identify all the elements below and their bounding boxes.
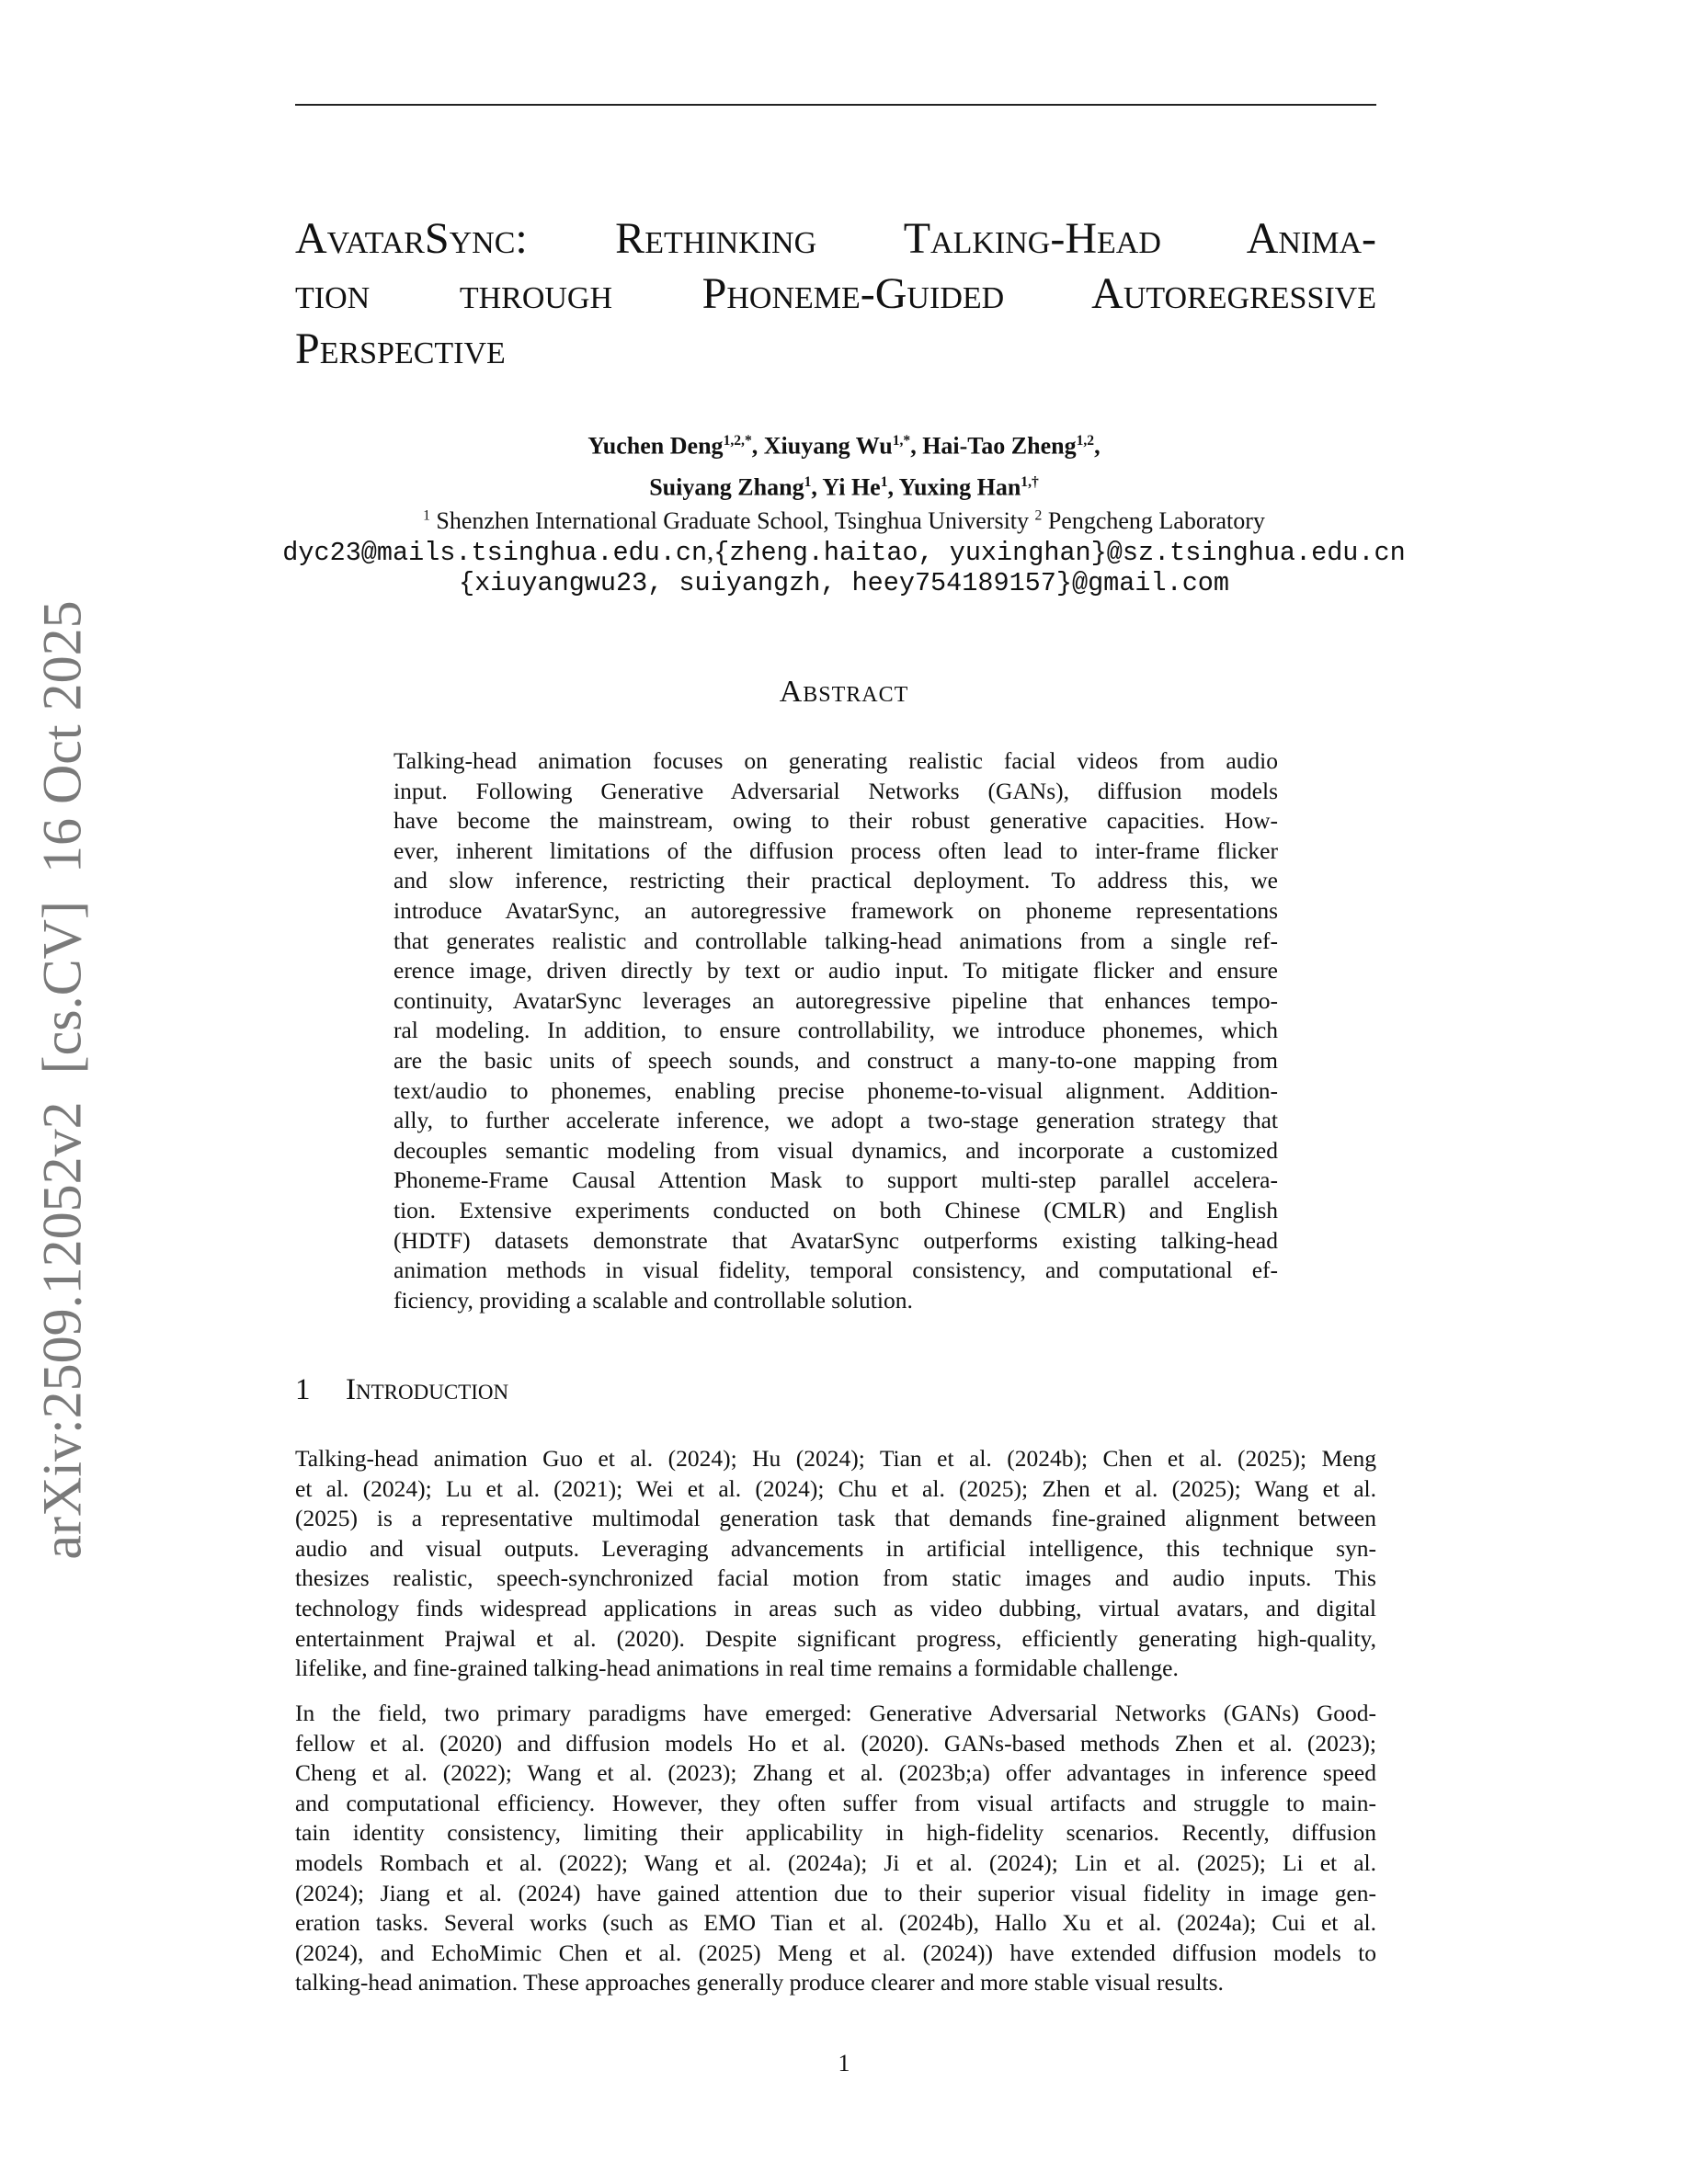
section-number: 1 — [295, 1373, 311, 1406]
intro-paragraph-2 — [295, 1699, 1376, 1998]
affil-marker: 2 — [1034, 507, 1043, 524]
text-line: input. Following Generative Adversarial Networks (GANs), diffusion models — [393, 777, 1278, 804]
text-line: text/audio to phonemes, enabling precise phoneme-to-visual alignment. Addition- — [393, 1076, 1278, 1104]
author-name: Xiuyang Wu — [763, 432, 893, 460]
text-line: continuity, AvatarSync leverages an autoregressive pipeline that enhances tempo- — [393, 986, 1278, 1014]
text-line: erence image, driven directly by text or audio input. To mitigate flicker and ensure — [393, 957, 1278, 984]
author-name: Hai-Tao Zheng — [922, 432, 1077, 460]
author-name: Yi He — [822, 473, 881, 501]
text-line: Talking-head animation Guo et al. (2024); Hu (2024); Tian et al. (2024b); Chen et al. (2025); Meng — [295, 1445, 1376, 1472]
abstract-heading: Abstract — [779, 675, 909, 709]
text-line: decouples semantic modeling from visual dynamics, and incorporate a customized — [393, 1136, 1278, 1164]
author-affil: 1,2 — [1076, 433, 1095, 449]
title-line: AvatarSync: Rethinking Talking-Head Anima- — [295, 214, 1376, 263]
author-name: Suiyang Zhang — [649, 473, 804, 501]
text-line: introduce AvatarSync, an autoregressive framework on phoneme representations — [393, 896, 1278, 924]
text-line: tion. Extensive experiments conducted on both Chinese (CMLR) and English — [393, 1196, 1278, 1223]
title-line: Perspective — [295, 324, 506, 373]
text-line: and slow inference, restricting their practical deployment. To address this, we — [393, 867, 1278, 894]
text-line: tain identity consistency, limiting their applicability in high-fidelity scenarios. Recently, diffusion — [295, 1819, 1376, 1847]
emails: dyc23@mails.tsinghua.edu.cn,{zheng.haitao, yuxinghan}@sz.tsinghua.edu.cn {xiuyangwu23, suiyangzh, heey754189157}@gmail.com — [282, 538, 1406, 598]
email[interactable]: {xiuyangwu23, suiyangzh, heey754189157}@gmail.com — [458, 568, 1230, 598]
text-line: lifelike, and fine-grained talking-head animations in real time remains a formidable challenge. — [295, 1655, 1179, 1682]
text-line: (2025) is a representative multimodal generation task that demands fine-grained alignment between — [295, 1505, 1376, 1532]
page-number: 1 — [838, 2050, 850, 2076]
text-line: (HDTF) datasets demonstrate that AvatarSync outperforms existing talking-head — [393, 1226, 1278, 1254]
text-line: Cheng et al. (2022); Wang et al. (2023); Zhang et al. (2023b;a) offer advantages in inference speed — [295, 1759, 1376, 1787]
title-line: tion through Phoneme-Guided Autoregressive — [295, 269, 1376, 318]
paper-title — [295, 211, 1376, 377]
author-affil: 1,† — [1021, 473, 1039, 490]
text-line: fellow et al. (2020) and diffusion models Ho et al. (2020). GANs-based methods Zhen et al. (2023); — [295, 1729, 1376, 1757]
affil-marker: 1 — [423, 507, 430, 524]
text-line: talking-head animation. These approaches generally produce clearer and more stable visual results. — [295, 1969, 1224, 1996]
text-line: Talking-head animation focuses on generating realistic facial videos from audio — [393, 747, 1278, 774]
email[interactable]: dyc23@mails.tsinghua.edu.cn — [282, 538, 708, 568]
text-line: eration tasks. Several works (such as EMO Tian et al. (2024b), Hallo Xu et al. (2024a); Cui et al. — [295, 1909, 1376, 1937]
text-line: (2024), and EchoMimic Chen et al. (2025) Meng et al. (2024)) have extended diffusion models to — [295, 1939, 1376, 1966]
author-name: Yuxing Han — [898, 473, 1021, 501]
text-line: et al. (2024); Lu et al. (2021); Wei et al. (2024); Chu et al. (2025); Zhen et al. (2025); Wang et al. — [295, 1474, 1376, 1502]
text-line: ally, to further accelerate inference, we adopt a two-stage generation strategy that — [393, 1107, 1278, 1134]
text-line: technology finds widespread applications in areas such as video dubbing, virtual avatars, and digital — [295, 1594, 1376, 1621]
text-line: ever, inherent limitations of the diffusion process often lead to inter-frame flicker — [393, 836, 1278, 864]
text-line: models Rombach et al. (2022); Wang et al. (2024a); Ji et al. (2024); Lin et al. (2025); Li et al. — [295, 1848, 1376, 1876]
text-line: Phoneme-Frame Causal Attention Mask to support multi-step parallel accelera- — [393, 1166, 1278, 1194]
author-affil: 1 — [804, 473, 812, 490]
author-name: Yuchen Deng — [587, 432, 724, 460]
text-line: and computational efficiency. However, they often suffer from visual artifacts and struggle to main- — [295, 1789, 1376, 1816]
header-rule — [295, 104, 1376, 106]
author-affil: 1,2,* — [723, 433, 752, 449]
section-heading — [295, 1373, 508, 1407]
text-line: ficiency, providing a scalable and controllable solution. — [393, 1286, 913, 1314]
arxiv-identifier: arXiv:2509.12052v2 [cs.CV] 16 Oct 2025 — [31, 600, 93, 1560]
abstract-body — [393, 746, 1278, 1315]
author-affil: 1,* — [892, 433, 911, 449]
intro-paragraph-1 — [295, 1444, 1376, 1684]
text-line: (2024); Jiang et al. (2024) have gained attention due to their superior visual fidelity in image gen- — [295, 1879, 1376, 1906]
author-list: Yuchen Deng$^{1,2,*}$, Xiuyang $Wu^{1,*}$, Hai-Tao Zheng$^{1,2}$, Suiyang Zhang$^1$, Yi He$^1$, Yuxing Han$^{1,\dagger}$ — [587, 432, 1101, 501]
affiliation: Shenzhen International Graduate School, Tsinghua University — [436, 507, 1030, 534]
email[interactable]: {zheng.haitao, yuxinghan}@sz.tsinghua.edu.cn — [713, 538, 1406, 568]
section-title: Introduction — [346, 1373, 509, 1406]
affiliation: Pengcheng Laboratory — [1047, 507, 1265, 534]
text-line: that generates realistic and controllable talking-head animations from a single ref- — [393, 927, 1278, 954]
author-affil: 1 — [880, 473, 888, 490]
text-line: animation methods in visual fidelity, temporal consistency, and computational ef- — [393, 1257, 1278, 1284]
text-line: entertainment Prajwal et al. (2020). Despite significant progress, efficiently generating high-quality, — [295, 1624, 1376, 1652]
text-line: thesizes realistic, speech-synchronized facial motion from static images and audio inputs. This — [295, 1564, 1376, 1592]
text-line: are the basic units of speech sounds, and construct a many-to-one mapping from — [393, 1046, 1278, 1074]
affiliations — [0, 507, 1688, 535]
text-line: In the field, two primary paradigms have emerged: Generative Adversarial Networks (GANs) Good- — [295, 1700, 1376, 1726]
text-line: audio and visual outputs. Leveraging advancements in artificial intelligence, this technique syn- — [295, 1534, 1376, 1562]
text-line: have become the mainstream, owing to their robust generative capacities. How- — [393, 807, 1278, 835]
text-line: ral modeling. In addition, to ensure controllability, we introduce phonemes, which — [393, 1017, 1278, 1044]
